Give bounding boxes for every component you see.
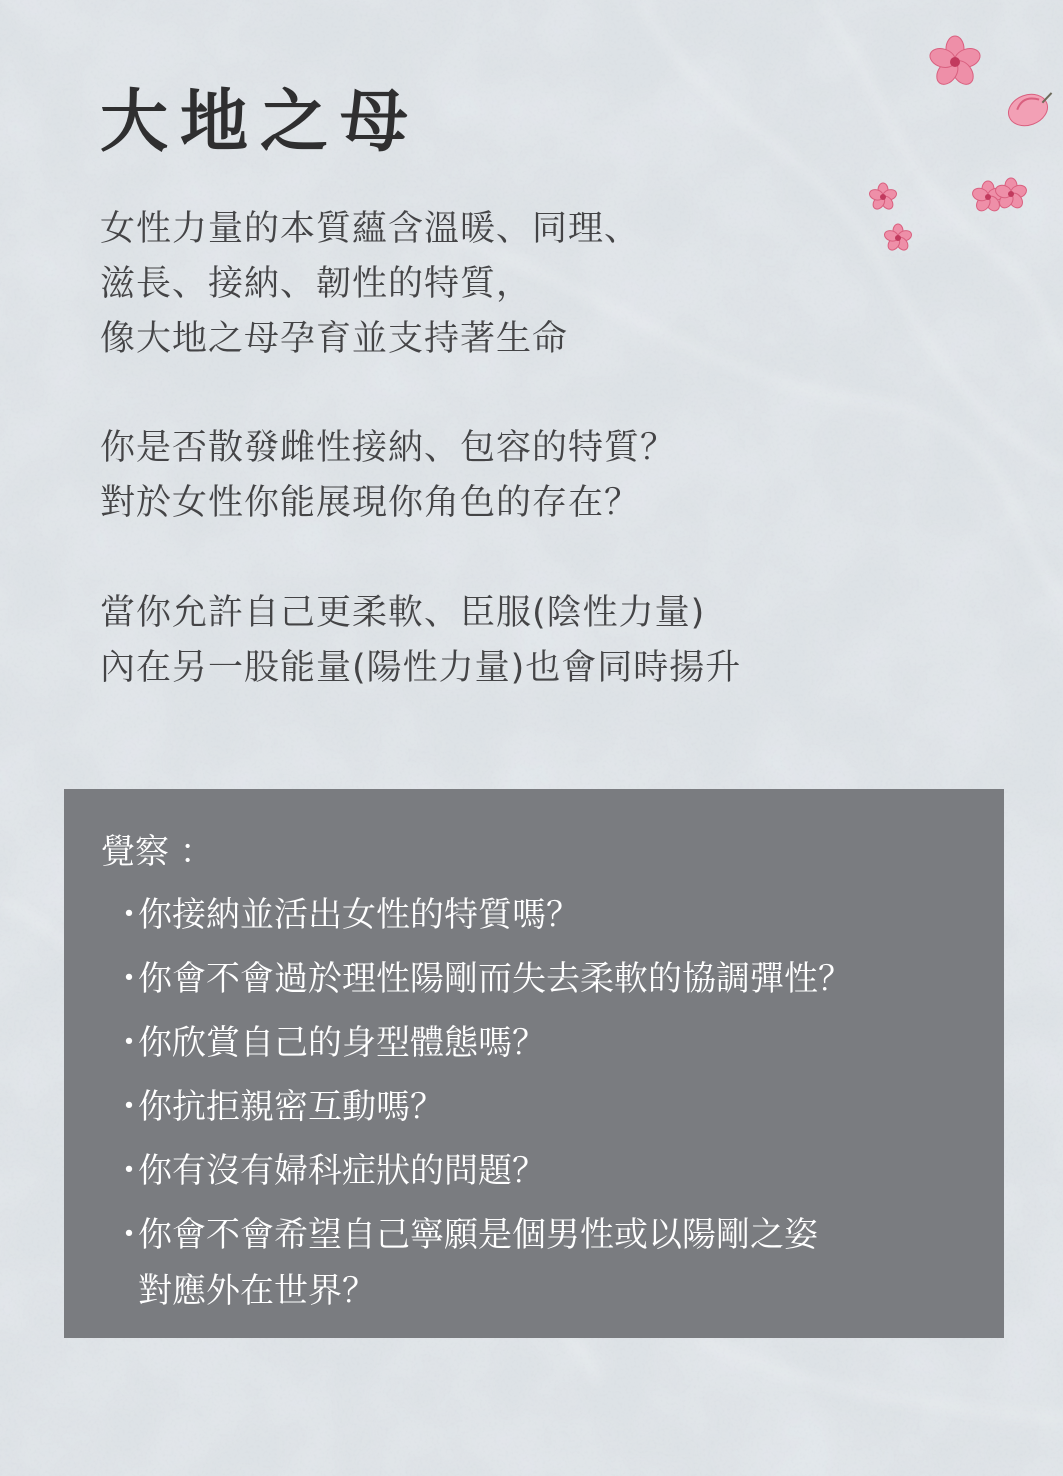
intro-line: 像大地之母孕育並支持著生命: [100, 319, 569, 359]
bullet-icon: ・: [112, 1215, 146, 1255]
list-item-text: 你抗拒親密互動嗎？: [138, 1087, 444, 1127]
intro-line: 女性力量的本質蘊含溫暖、同理、: [100, 209, 641, 249]
questions-paragraph: [100, 421, 676, 531]
list-item: [106, 887, 976, 943]
list-item-text: 你會不會希望自己寧願是個男性或以陽剛之姿: [138, 1215, 818, 1255]
page-title: 大地之母: [100, 82, 421, 162]
balance-line: 當你允許自己更柔軟、臣服(陰性力量): [100, 593, 706, 633]
list-item-text: 你有沒有婦科症狀的問題？: [138, 1151, 546, 1191]
list-item: [106, 1079, 976, 1135]
list-item-text: 你會不會過於理性陽剛而失去柔軟的協調彈性？: [138, 959, 852, 999]
list-item: [106, 1015, 976, 1071]
awareness-panel: [64, 789, 1004, 1338]
balance-line: 內在另一股能量(陽性力量)也會同時揚升: [100, 648, 742, 688]
bullet-icon: ・: [112, 1023, 146, 1063]
bullet-icon: ・: [112, 895, 146, 935]
list-item-text: 你接納並活出女性的特質嗎？: [138, 895, 580, 935]
intro-line: 滋長、接納、韌性的特質，: [100, 264, 533, 304]
bullet-icon: ・: [112, 1087, 146, 1127]
list-item: [106, 1207, 976, 1319]
balance-paragraph: [100, 586, 741, 696]
bullet-icon: ・: [112, 959, 146, 999]
bullet-icon: ・: [112, 1151, 146, 1191]
awareness-heading: 覺察 ：: [101, 832, 214, 872]
question-line: 你是否散發雌性接納、包容的特質？: [100, 428, 677, 468]
intro-paragraph: [100, 202, 640, 367]
list-item-text: 對應外在世界？: [138, 1271, 376, 1311]
list-item-text: 你欣賞自己的身型體態嗎？: [138, 1023, 546, 1063]
question-line: 對於女性你能展現你角色的存在？: [100, 483, 641, 523]
list-item: [106, 1143, 976, 1199]
list-item: [106, 951, 976, 1007]
awareness-list: [106, 887, 976, 1327]
